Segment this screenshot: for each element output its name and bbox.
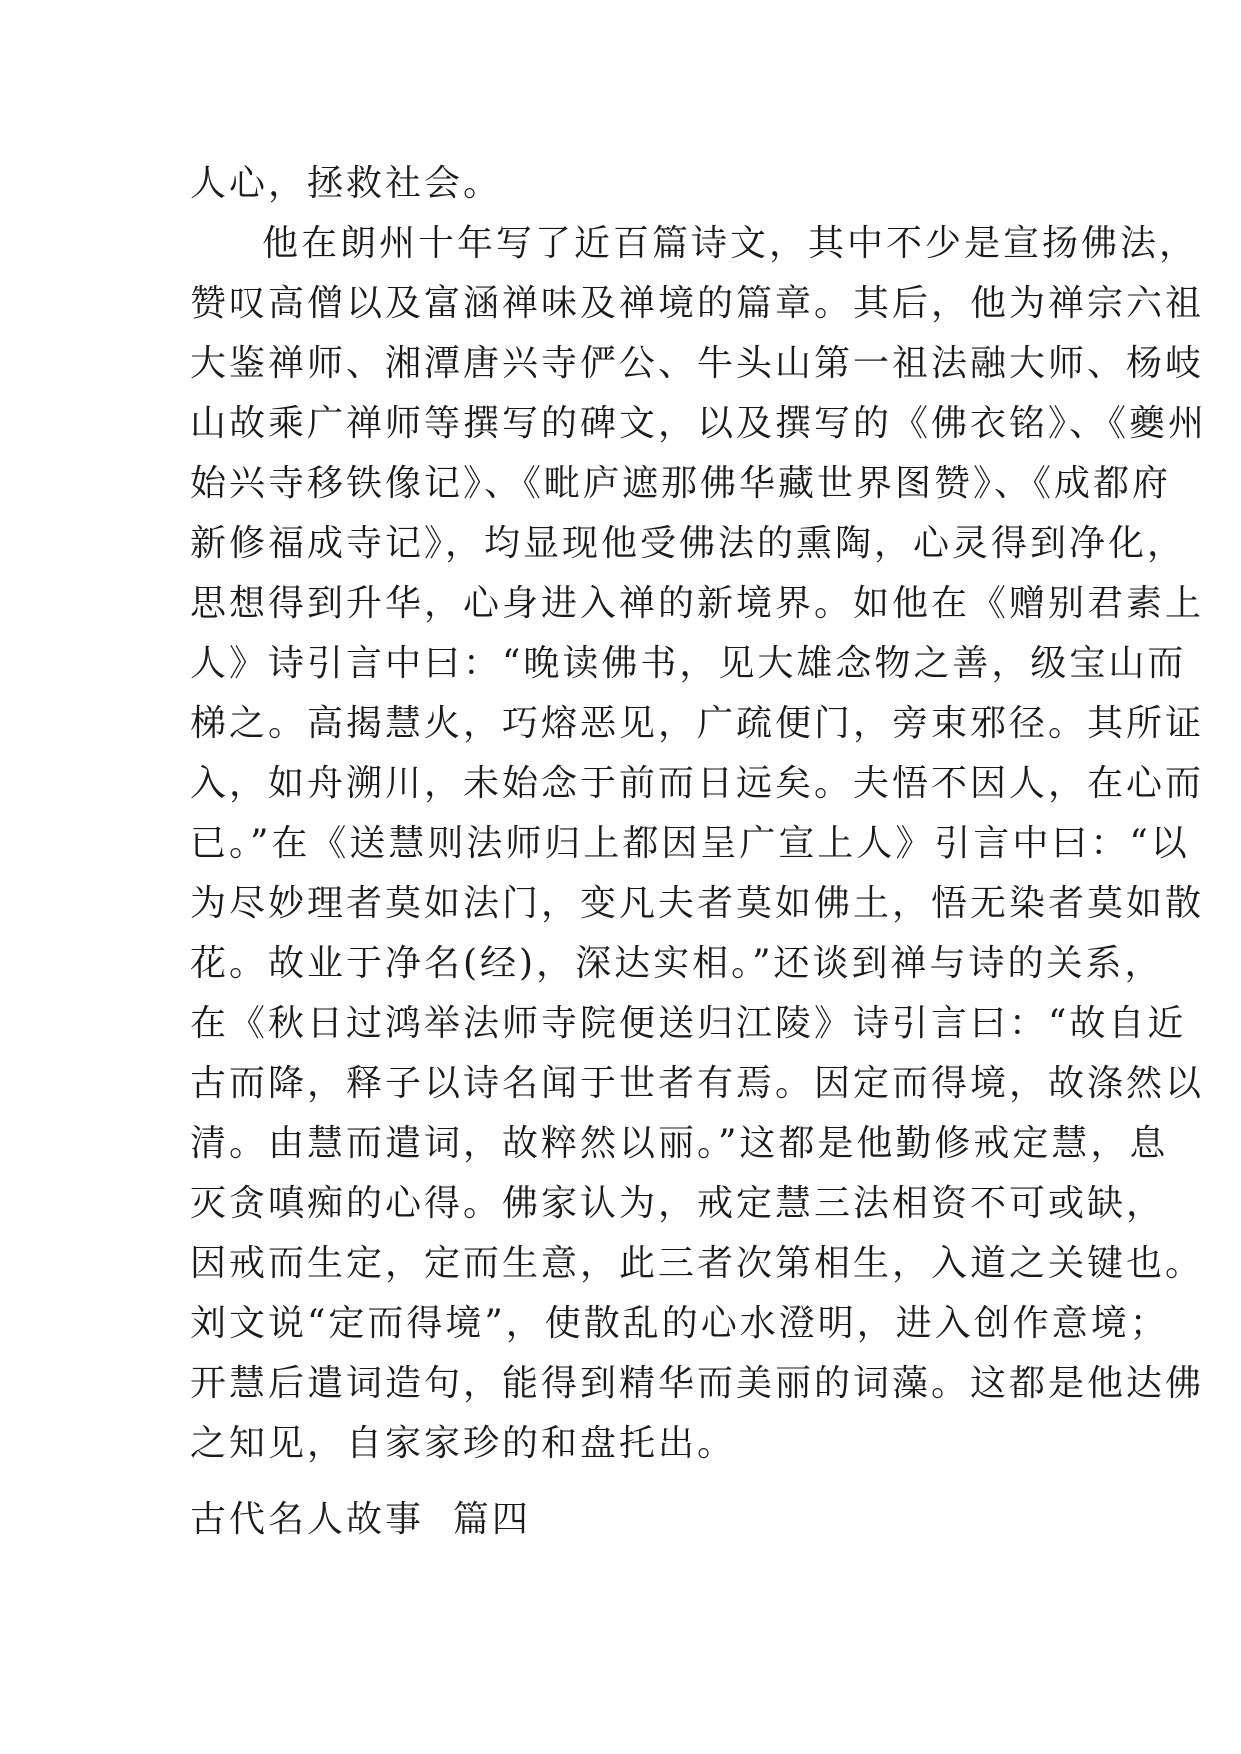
body-text [190,154,1208,1474]
text-line: 花。故业于净名(经)，深达实相。”还谈到禅与诗的关系， [190,943,1164,984]
text-line: 入，如舟溯川，未始念于前而日远矣。夫悟不因人，在心而 [190,763,1205,804]
text-line: 始兴寺移铁像记》、《毗庐遮那佛华藏世界图赞》、《成都府 [190,463,1172,504]
text-line: 因戒而生定，定而生意，此三者次第相生，入道之关键也。 [190,1243,1205,1284]
paragraph-first-line: 他在朗州十年写了近百篇诗文，其中不少是宣扬佛法， [262,223,1199,264]
text-line: 梯之。高揭慧火，巧熔恶见，广疏便门，旁束邪径。其所证 [190,703,1205,744]
text-line: 山故乘广禅师等撰写的碑文，以及撰写的《佛衣铭》、《夔州 [190,403,1208,444]
text-line: 已。”在《送慧则法师归上都因呈广宣上人》引言中曰：“以 [190,823,1190,864]
text-line: 思想得到升华，心身进入禅的新境界。如他在《赠别君素上 [190,583,1205,624]
text-line: 在《秋日过鸿举法师寺院便送归江陵》诗引言曰：“故自近 [190,1003,1187,1044]
text-line: 之知见，自家家珍的和盘托出。 [190,1423,737,1464]
text-line: 灭贪嗔痴的心得。佛家认为，戒定慧三法相资不可或缺， [190,1183,1166,1224]
text-line: 赞叹高僧以及富涵禅味及禅境的篇章。其后，他为禅宗六祖 [190,283,1205,324]
text-line: 新修福成寺记》，均显现他受佛法的熏陶，心灵得到净化， [190,523,1187,564]
text-line: 人》诗引言中曰：“晚读佛书，见大雄念物之善，级宝山而 [190,643,1187,684]
text-line: 大鉴禅师、湘潭唐兴寺俨公、牛头山第一祖法融大师、杨岐 [190,343,1205,384]
text-line: 清。由慧而遣词，故粹然以丽。”这都是他勤修戒定慧，息 [190,1123,1169,1164]
text-line: 人心，拯救社会。 [190,163,503,204]
text-line: 开慧后遣词造句，能得到精华而美丽的词藻。这都是他达佛 [190,1363,1205,1404]
text-line: 刘文说“定而得境”，使散乱的心水澄明，进入创作意境； [190,1303,1169,1344]
text-line: 为尽妙理者莫如法门，变凡夫者莫如佛土，悟无染者莫如散 [190,883,1205,924]
section-heading: 古代名人故事 篇四 [190,1499,531,1540]
text-line: 古而降，释子以诗名闻于世者有焉。因定而得境，故涤然以 [190,1063,1205,1104]
